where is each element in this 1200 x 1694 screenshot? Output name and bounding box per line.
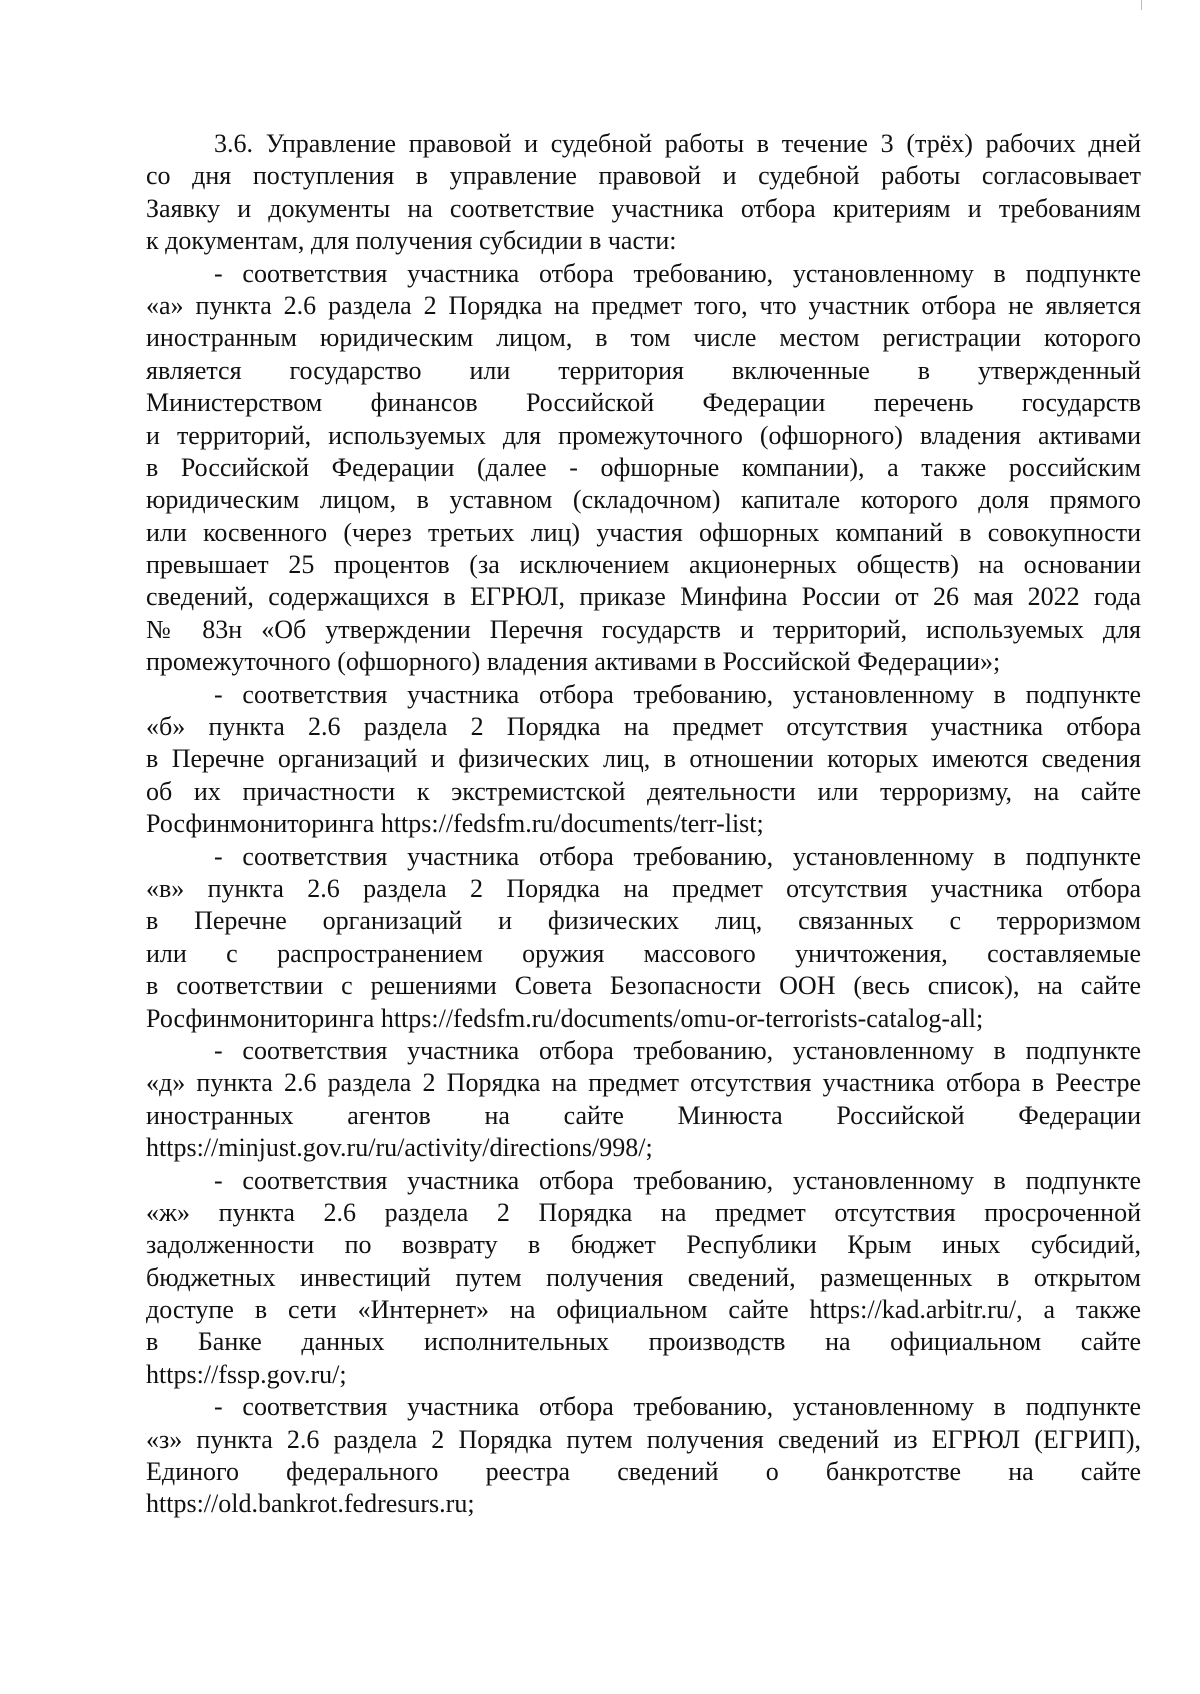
text-line: к документам, для получения субсидии в части: xyxy=(146,226,677,256)
text-line: об их причастности к экстремистской деятельности или терроризму, на сайте xyxy=(146,776,1141,806)
text-line: 3.6. Управление правовой и судебной работы в течение 3 (трёх) рабочих дней xyxy=(214,129,1141,158)
text-line: - соответствия участника отбора требованию, установленному в подпункте xyxy=(214,841,1141,871)
text-line: в Банке данных исполнительных производств на официальном сайте xyxy=(146,1327,1141,1357)
text-line: - соответствия участника отбора требованию, установленному в подпункте xyxy=(214,679,1141,709)
text-line: № 83н «Об утверждении Перечня государств и территорий, используемых для xyxy=(146,614,1141,644)
text-line: и территорий, используемых для промежуточного (офшорного) владения активами xyxy=(146,420,1141,450)
paragraph xyxy=(146,128,1141,258)
text-line: юридическим лицом, в уставном (складочном) капитале которого доля прямого xyxy=(146,485,1141,515)
text-line: https://old.bankrot.fedresurs.ru; xyxy=(146,1489,475,1519)
text-line: задолженности по возврату в бюджет Республики Крым иных субсидий, xyxy=(146,1230,1141,1260)
text-line: Росфинмониторинга https://fedsfm.ru/documents/omu-or-terrorists-catalog-all; xyxy=(146,1003,984,1033)
paragraph xyxy=(146,1165,1141,1392)
text-line: бюджетных инвестиций путем получения сведений, размещенных в открытом xyxy=(146,1262,1141,1292)
text-line: - соответствия участника отбора требованию, установленному в подпункте xyxy=(214,1035,1141,1065)
paragraph xyxy=(146,258,1141,679)
text-line: доступе в сети «Интернет» на официальном сайте https://kad.arbitr.ru/, а также xyxy=(146,1295,1141,1325)
text-line: - соответствия участника отбора требованию, установленному в подпункте xyxy=(214,1392,1141,1422)
text-line: Заявку и документы на соответствие участника отбора критериям и требованиям xyxy=(146,193,1141,223)
text-line: Единого федерального реестра сведений о банкротстве на сайте xyxy=(146,1457,1141,1487)
text-line: Министерством финансов Российской Федерации перечень государств xyxy=(146,388,1141,418)
paragraph xyxy=(146,679,1141,841)
scan-edge-mark xyxy=(1141,0,1142,10)
text-line: со дня поступления в управление правовой и судебной работы согласовывает xyxy=(146,161,1141,191)
document-body xyxy=(146,128,1141,1521)
text-line: в Перечне организаций и физических лиц, в отношении которых имеются сведения xyxy=(146,744,1141,774)
paragraph xyxy=(146,841,1141,1035)
text-line: «ж» пункта 2.6 раздела 2 Порядка на предмет отсутствия просроченной xyxy=(146,1197,1141,1227)
text-line: - соответствия участника отбора требованию, установленному в подпункте xyxy=(214,258,1141,288)
text-line: превышает 25 процентов (за исключением акционерных обществ) на основании xyxy=(146,550,1141,580)
text-line: иностранных агентов на сайте Минюста Российской Федерации xyxy=(146,1100,1141,1130)
text-line: или с распространением оружия массового уничтожения, составляемые xyxy=(146,938,1141,968)
text-line: в Перечне организаций и физических лиц, связанных с терроризмом xyxy=(146,906,1141,936)
text-line: «б» пункта 2.6 раздела 2 Порядка на предмет отсутствия участника отбора xyxy=(146,712,1141,742)
text-line: сведений, содержащихся в ЕГРЮЛ, приказе Минфина России от 26 мая 2022 года xyxy=(146,582,1141,612)
text-line: или косвенного (через третьих лиц) участия офшорных компаний в совокупности xyxy=(146,517,1141,547)
text-line: https://minjust.gov.ru/ru/activity/directions/998/; xyxy=(146,1133,653,1163)
text-line: «а» пункта 2.6 раздела 2 Порядка на предмет того, что участник отбора не является xyxy=(146,290,1141,320)
text-line: в соответствии с решениями Совета Безопасности ООН (весь список), на сайте xyxy=(146,971,1141,1001)
text-line: промежуточного (офшорного) владения активами в Российской Федерации»; xyxy=(146,647,1001,677)
text-line: https://fssp.gov.ru/; xyxy=(146,1359,347,1389)
paragraph xyxy=(146,1035,1141,1165)
text-line: «д» пункта 2.6 раздела 2 Порядка на предмет отсутствия участника отбора в Реестре xyxy=(146,1068,1141,1098)
text-line: является государство или территория включенные в утвержденный xyxy=(146,355,1141,385)
text-line: «з» пункта 2.6 раздела 2 Порядка путем получения сведений из ЕГРЮЛ (ЕГРИП), xyxy=(146,1424,1141,1454)
text-line: в Российской Федерации (далее - офшорные компании), а также российским xyxy=(146,452,1141,482)
paragraph xyxy=(146,1391,1141,1521)
text-line: «в» пункта 2.6 раздела 2 Порядка на предмет отсутствия участника отбора xyxy=(146,873,1141,903)
text-line: иностранным юридическим лицом, в том числе местом регистрации которого xyxy=(146,323,1141,353)
text-line: Росфинмониторинга https://fedsfm.ru/documents/terr-list; xyxy=(146,809,764,839)
text-line: - соответствия участника отбора требованию, установленному в подпункте xyxy=(214,1165,1141,1195)
